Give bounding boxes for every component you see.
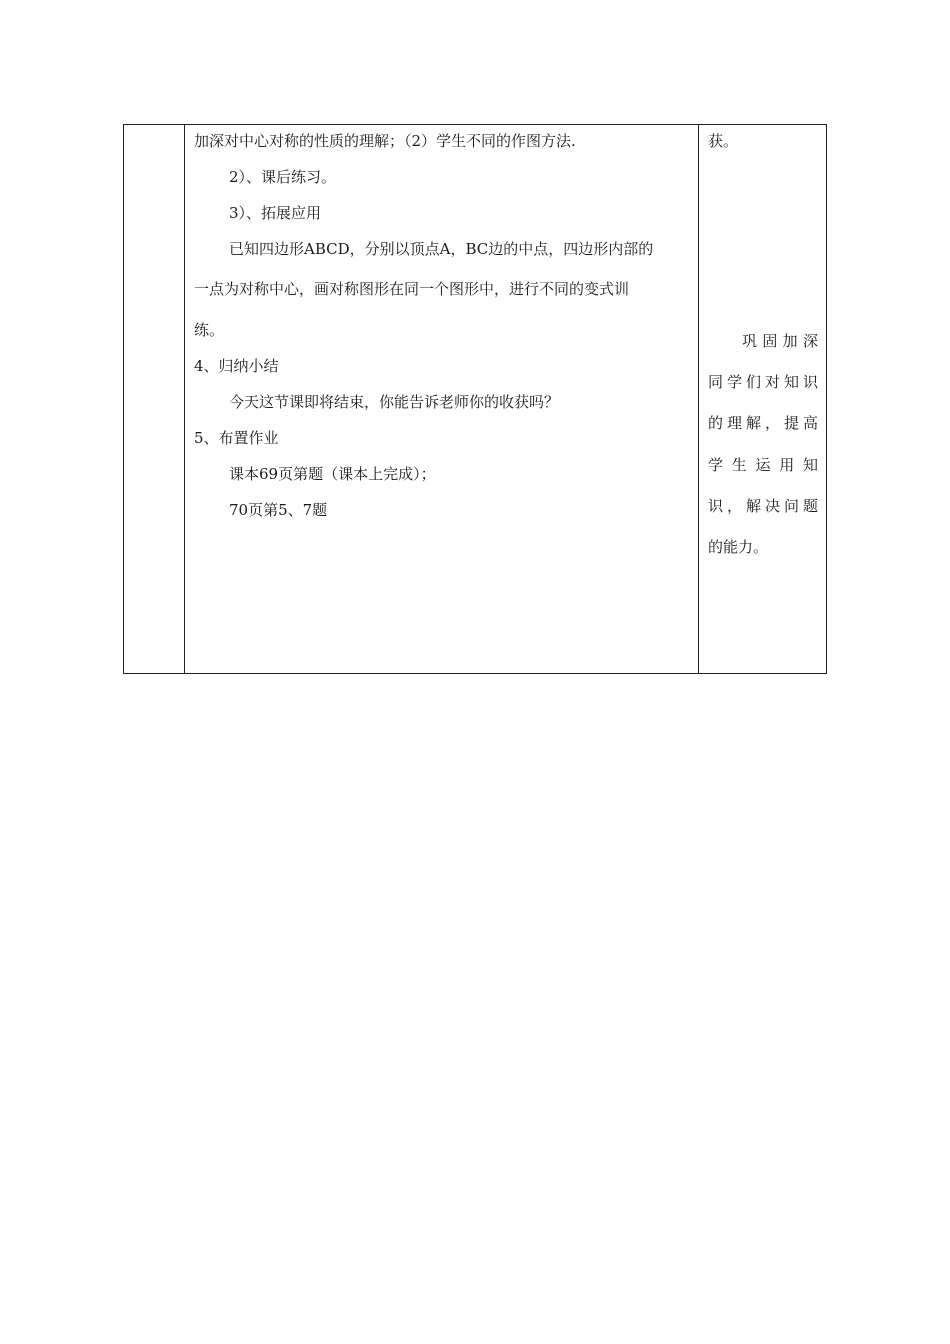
content-line-4: 已知四边形ABCD，分别以顶点A，BC边的中点，四边形内部的 xyxy=(229,240,654,258)
content-line-6: 练。 xyxy=(194,321,225,339)
lesson-table xyxy=(123,124,827,674)
content-heading-summary: 4、归纳小结 xyxy=(194,357,279,375)
notes-line-1: 巩固加深 xyxy=(742,332,818,350)
content-heading-homework: 5、布置作业 xyxy=(194,429,279,447)
content-line-11: 70页第5、7题 xyxy=(229,501,328,519)
notes-line-2: 同学们对知识 xyxy=(708,373,818,391)
notes-line-3: 的理解，提高 xyxy=(708,414,818,432)
table-content-column xyxy=(185,125,699,673)
content-line-3: 3）、拓展应用 xyxy=(229,204,322,222)
content-line-2: 2）、课后练习。 xyxy=(229,168,337,186)
notes-line-4: 学生运用知 xyxy=(708,456,818,474)
content-line-10: 课本69页第题（课本上完成）； xyxy=(229,465,436,483)
content-line-1: 加深对中心对称的性质的理解；（2）学生不同的作图方法. xyxy=(194,132,576,150)
notes-top-line: 获。 xyxy=(708,132,739,150)
content-line-8: 今天这节课即将结束，你能告诉老师你的收获吗？ xyxy=(229,393,560,411)
table-notes-column xyxy=(699,125,826,673)
notes-line-6: 的能力。 xyxy=(708,538,769,556)
table-left-column xyxy=(124,125,185,673)
content-line-5: 一点为对称中心，画对称图形在同一个图形中，进行不同的变式训 xyxy=(194,280,630,298)
notes-line-5: 识，解决问题 xyxy=(708,497,818,515)
